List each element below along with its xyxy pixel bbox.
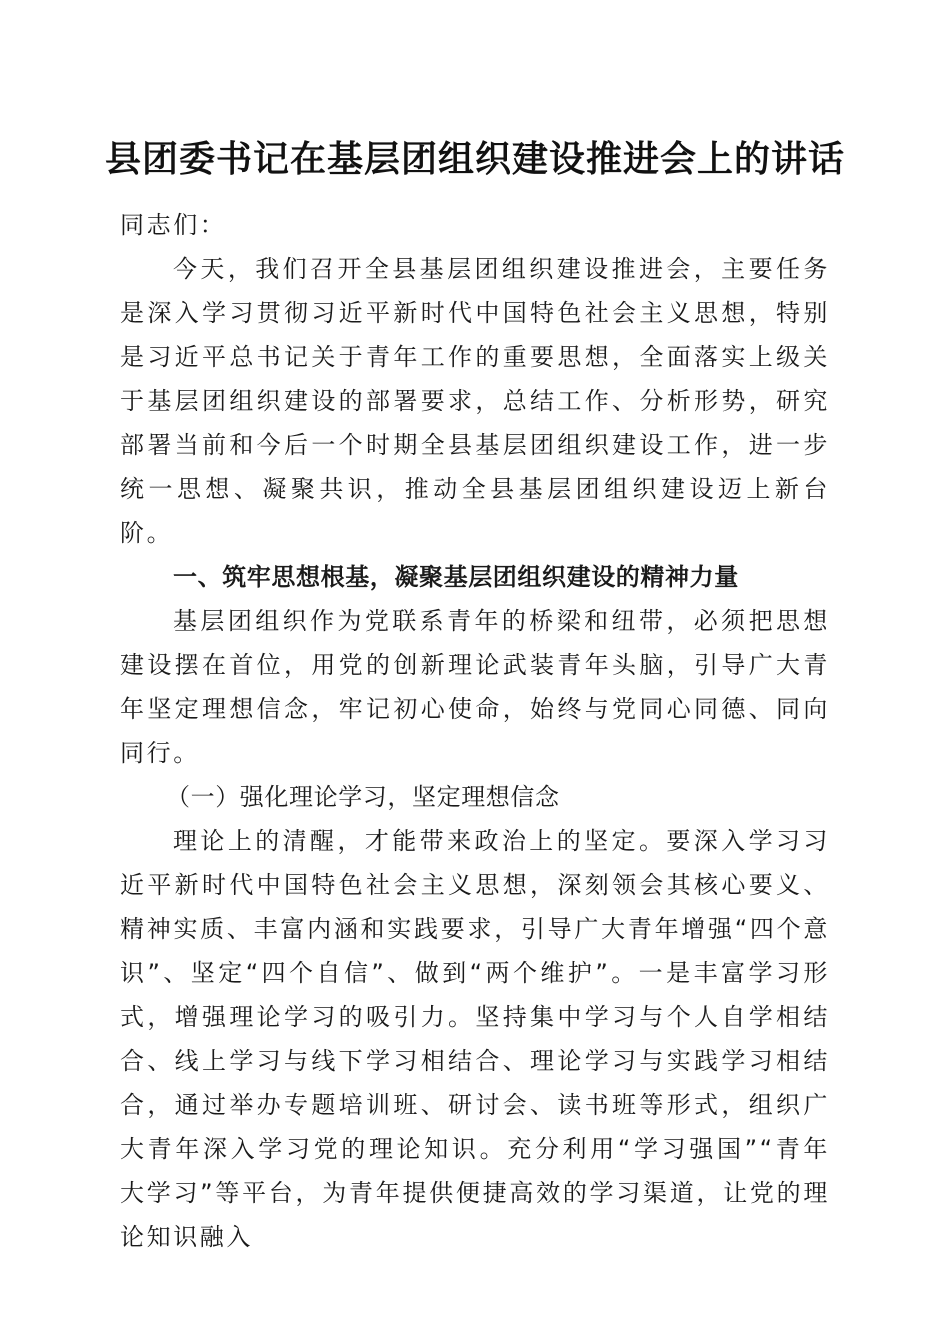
document-title: 县团委书记在基层团组织建设推进会上的讲话 <box>104 138 845 180</box>
subsection-paragraph: 理论上的清醒，才能带来政治上的坚定。要深入学习习近平新时代中国特色社会主义思想，深刻领会其核心要义、精神实质、丰富内涵和实践要求，引导广大青年增强“四个意识”、坚定“四个自信”、做到“两个维护”。一是丰富学习形式，增强理论学习的吸引力。坚持集中学习与个人自学相结合、线上学习与线下学习相结合、理论学习与实践学习相结合，通过举办专题培训班、研讨会、读书班等形式，组织广大青年深入学习党的理论知识。充分利用“学习强国”“青年大学习”等平台，为青年提供便捷高效的学习渠道，让党的理论知识融入 <box>120 827 830 1251</box>
section-paragraph: 基层团组织作为党联系青年的桥梁和纽带，必须把思想建设摆在首位，用党的创新理论武装青年头脑，引导广大青年坚定理想信念，牢记初心使命，始终与党同心同德、同向同行。 <box>120 607 830 767</box>
salutation: 同志们： <box>120 211 227 239</box>
document-body <box>120 203 830 1259</box>
section-heading: 一、筑牢思想根基，凝聚基层团组织建设的精神力量 <box>173 563 739 591</box>
subsection-heading: （一）强化理论学习，坚定理想信念 <box>166 783 560 811</box>
intro-paragraph: 今天，我们召开全县基层团组织建设推进会，主要任务是深入学习贯彻习近平新时代中国特色社会主义思想，特别是习近平总书记关于青年工作的重要思想，全面落实上级关于基层团组织建设的部署要求，总结工作、分析形势，研究部署当前和今后一个时期全县基层团组织建设工作，进一步统一思想、凝聚共识，推动全县基层团组织建设迈上新台阶。 <box>120 255 830 547</box>
